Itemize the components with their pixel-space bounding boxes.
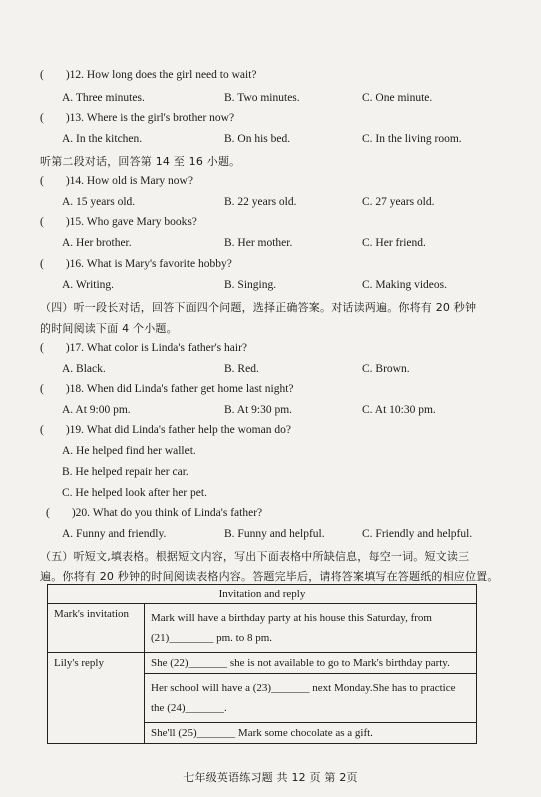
question-text: )19. What did Linda's father help the woman do? — [65, 424, 291, 436]
option-18a: A. At 9:00 pm. — [62, 404, 131, 416]
option-16c: C. Making videos. — [362, 279, 447, 291]
section-dialog2-heading: 听第二段对话，回答第 14 至 16 小题。 — [40, 155, 241, 168]
section5-heading-line1: （五）听短文,填表格。根据短文内容，写出下面表格中所缺信息，每空一词。短文读三 — [40, 550, 470, 563]
reply-line-25: She'll (25)_______ Mark some chocolate as a gift. — [145, 723, 477, 744]
option-15a: A. Her brother. — [62, 237, 132, 249]
question-text: )15. Who gave Mary books? — [65, 216, 197, 228]
option-13c: C. In the living room. — [362, 133, 462, 145]
question-text: )13. Where is the girl's brother now? — [65, 112, 235, 124]
option-12a: A. Three minutes. — [62, 92, 145, 104]
option-14a: A. 15 years old. — [62, 196, 136, 208]
question-13: ( )13. Where is the girl's brother now? — [40, 112, 235, 124]
section5-heading-line2: 遍。你将有 20 秒钟的时间阅读表格内容。答题完毕后，请将答案填写在答题纸的相应位置。 — [40, 570, 499, 583]
invitation-table — [47, 584, 477, 744]
section4-heading-line1: （四）听一段长对话，回答下面四个问题，选择正确答案。对话读两遍。你将有 20 秒钟 — [40, 301, 477, 314]
option-17b: B. Red. — [224, 363, 259, 375]
question-text: )12. How long does the girl need to wait? — [65, 69, 257, 81]
invitation-text: Mark will have a birthday party at his house this Saturday, from (21)________ pm. to 8 pm. — [145, 604, 477, 653]
question-20: ( )20. What do you think of Linda's father? — [46, 507, 263, 519]
option-15c: C. Her friend. — [362, 237, 426, 249]
option-17c: C. Brown. — [362, 363, 410, 375]
option-12c: C. One minute. — [362, 92, 433, 104]
option-20b: B. Funny and helpful. — [224, 528, 325, 540]
question-17: ( )17. What color is Linda's father's hair? — [40, 342, 248, 354]
option-12b: B. Two minutes. — [224, 92, 300, 104]
question-text: )17. What color is Linda's father's hair? — [65, 342, 248, 354]
option-13b: B. On his bed. — [224, 133, 291, 145]
option-14b: B. 22 years old. — [224, 196, 297, 208]
option-13a: A. In the kitchen. — [62, 133, 143, 145]
option-14c: C. 27 years old. — [362, 196, 435, 208]
option-20a: A. Funny and friendly. — [62, 528, 167, 540]
question-14: ( )14. How old is Mary now? — [40, 175, 193, 187]
option-16a: A. Writing. — [62, 279, 115, 291]
option-16b: B. Singing. — [224, 279, 277, 291]
question-text: )18. When did Linda's father get home last night? — [65, 383, 294, 395]
page-footer: 七年级英语练习题 共 12 页 第 2页 — [183, 771, 358, 784]
option-19b: B. He helped repair her car. — [62, 466, 189, 478]
option-15b: B. Her mother. — [224, 237, 293, 249]
question-16: ( )16. What is Mary's favorite hobby? — [40, 258, 232, 270]
row-label-reply: Lily's reply — [48, 653, 145, 744]
row-label-invitation: Mark's invitation — [48, 604, 145, 653]
question-12: ( )12. How long does the girl need to wait? — [40, 69, 257, 81]
option-20c: C. Friendly and helpful. — [362, 528, 473, 540]
section4-heading-line2: 的时间阅读下面 4 个小题。 — [40, 322, 178, 335]
option-18c: C. At 10:30 pm. — [362, 404, 436, 416]
reply-line-23-24: Her school will have a (23)_______ next Monday.She has to practice the (24)_______. — [145, 674, 477, 723]
question-18: ( )18. When did Linda's father get home last night? — [40, 383, 294, 395]
option-19c: C. He helped look after her pet. — [62, 487, 207, 499]
question-text: )14. How old is Mary now? — [65, 175, 193, 187]
question-text: )20. What do you think of Linda's father? — [71, 507, 263, 519]
reply-line-22: She (22)_______ she is not available to go to Mark's birthday party. — [145, 653, 477, 674]
question-15: ( )15. Who gave Mary books? — [40, 216, 197, 228]
table-title: Invitation and reply — [48, 585, 477, 604]
question-text: )16. What is Mary's favorite hobby? — [65, 258, 232, 270]
option-17a: A. Black. — [62, 363, 106, 375]
option-18b: B. At 9:30 pm. — [224, 404, 293, 416]
question-19: ( )19. What did Linda's father help the woman do? — [40, 424, 291, 436]
option-19a: A. He helped find her wallet. — [62, 445, 196, 457]
